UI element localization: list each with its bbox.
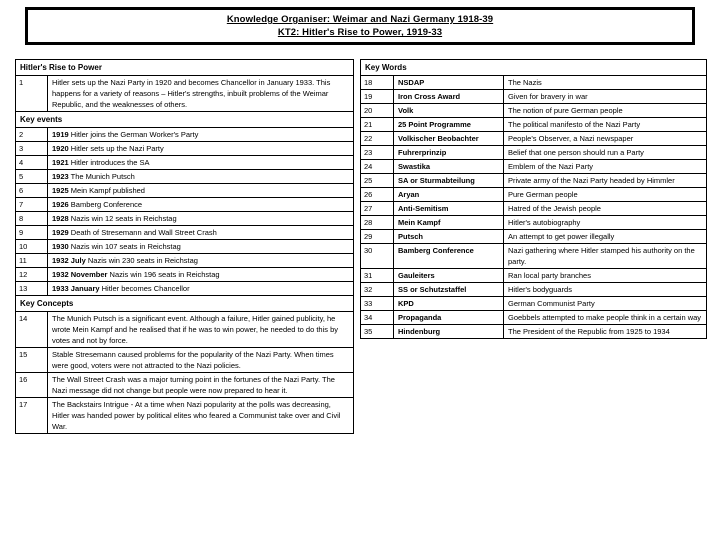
key-word-row bbox=[361, 230, 707, 244]
row-number: 31 bbox=[361, 269, 394, 283]
key-word-row bbox=[361, 202, 707, 216]
row-number: 4 bbox=[16, 156, 48, 170]
key-words-table bbox=[360, 59, 707, 339]
document-title-box bbox=[25, 7, 695, 45]
key-event-row bbox=[16, 198, 354, 212]
key-word-definition: Private army of the Nazi Party headed by Himmler bbox=[504, 174, 707, 188]
row-text: 1929 Death of Stresemann and Wall Street Crash bbox=[48, 226, 354, 240]
section-header-key-events bbox=[16, 112, 354, 128]
row-number: 15 bbox=[16, 348, 48, 373]
row-number: 18 bbox=[361, 76, 394, 90]
row-number: 21 bbox=[361, 118, 394, 132]
section-header-key-concepts-label: Key Concepts bbox=[16, 296, 354, 312]
page-title-line-2: KT2: Hitler's Rise to Power, 1919-33 bbox=[277, 27, 443, 38]
key-word-row bbox=[361, 269, 707, 283]
row-number: 33 bbox=[361, 297, 394, 311]
key-word-definition: The Nazis bbox=[504, 76, 707, 90]
key-word-row bbox=[361, 118, 707, 132]
key-word-row bbox=[361, 104, 707, 118]
row-number: 32 bbox=[361, 283, 394, 297]
row-text: 1923 The Munich Putsch bbox=[48, 170, 354, 184]
key-word-row bbox=[361, 90, 707, 104]
key-word-term: KPD bbox=[394, 297, 504, 311]
key-word-row bbox=[361, 216, 707, 230]
row-number: 12 bbox=[16, 268, 48, 282]
key-word-definition: Given for bravery in war bbox=[504, 90, 707, 104]
section-header-key-words bbox=[361, 60, 707, 76]
row-text: Hitler sets up the Nazi Party in 1920 and becomes Chancellor in January 1933. This happens for a variety of reasons – Hitler's strengths, inbuilt problems of the Weimar Republic, and the weaknesses of others. bbox=[48, 76, 354, 112]
key-event-row bbox=[16, 128, 354, 142]
key-concept-row bbox=[16, 398, 354, 434]
section-header-rise-to-power bbox=[16, 60, 354, 76]
section-header-key-concepts bbox=[16, 296, 354, 312]
overview-row bbox=[16, 76, 354, 112]
key-word-term: NSDAP bbox=[394, 76, 504, 90]
key-word-definition: Hatred of the Jewish people bbox=[504, 202, 707, 216]
key-word-definition: Goebbels attempted to make people think in a certain way bbox=[504, 311, 707, 325]
row-number: 14 bbox=[16, 312, 48, 348]
row-number: 8 bbox=[16, 212, 48, 226]
key-word-definition: Belief that one person should run a Party bbox=[504, 146, 707, 160]
row-number: 6 bbox=[16, 184, 48, 198]
row-text: 1925 Mein Kampf published bbox=[48, 184, 354, 198]
row-text: 1926 Bamberg Conference bbox=[48, 198, 354, 212]
key-word-term: Bamberg Conference bbox=[394, 244, 504, 269]
key-word-term: Volk bbox=[394, 104, 504, 118]
key-word-row bbox=[361, 325, 707, 339]
page-title-line-1: Knowledge Organiser: Weimar and Nazi Germany 1918-39 bbox=[226, 14, 494, 25]
row-number: 27 bbox=[361, 202, 394, 216]
row-text: 1930 Nazis win 107 seats in Reichstag bbox=[48, 240, 354, 254]
key-word-term: Swastika bbox=[394, 160, 504, 174]
key-event-row bbox=[16, 268, 354, 282]
key-word-row bbox=[361, 76, 707, 90]
row-number: 9 bbox=[16, 226, 48, 240]
row-number: 22 bbox=[361, 132, 394, 146]
row-number: 24 bbox=[361, 160, 394, 174]
key-word-row bbox=[361, 132, 707, 146]
key-event-row bbox=[16, 240, 354, 254]
key-concept-row bbox=[16, 348, 354, 373]
key-event-row bbox=[16, 184, 354, 198]
row-text: Stable Stresemann caused problems for the popularity of the Nazi Party. When times were good, voters were not attracted to the Nazi policies. bbox=[48, 348, 354, 373]
key-word-term: Putsch bbox=[394, 230, 504, 244]
row-number: 3 bbox=[16, 142, 48, 156]
section-header-key-events-label: Key events bbox=[16, 112, 354, 128]
key-concept-row bbox=[16, 373, 354, 398]
key-word-row bbox=[361, 283, 707, 297]
row-number: 17 bbox=[16, 398, 48, 434]
key-word-term: SS or Schutzstaffel bbox=[394, 283, 504, 297]
key-word-row bbox=[361, 244, 707, 269]
row-number: 19 bbox=[361, 90, 394, 104]
row-text: 1932 November Nazis win 196 seats in Reichstag bbox=[48, 268, 354, 282]
key-word-term: Mein Kampf bbox=[394, 216, 504, 230]
row-number: 26 bbox=[361, 188, 394, 202]
key-word-term: Iron Cross Award bbox=[394, 90, 504, 104]
key-word-term: Aryan bbox=[394, 188, 504, 202]
row-number: 29 bbox=[361, 230, 394, 244]
row-number: 34 bbox=[361, 311, 394, 325]
key-word-term: Anti-Semitism bbox=[394, 202, 504, 216]
key-word-definition: Emblem of the Nazi Party bbox=[504, 160, 707, 174]
key-word-term: Propaganda bbox=[394, 311, 504, 325]
key-event-row bbox=[16, 254, 354, 268]
row-text: 1932 July Nazis win 230 seats in Reichstag bbox=[48, 254, 354, 268]
key-word-term: Volkischer Beobachter bbox=[394, 132, 504, 146]
row-number: 28 bbox=[361, 216, 394, 230]
hitlers-rise-to-power-table bbox=[15, 59, 354, 434]
key-word-term: Fuhrerprinzip bbox=[394, 146, 504, 160]
row-number: 13 bbox=[16, 282, 48, 296]
key-event-row bbox=[16, 156, 354, 170]
key-word-definition: Hitler's bodyguards bbox=[504, 283, 707, 297]
row-number: 7 bbox=[16, 198, 48, 212]
key-word-term: SA or Sturmabteilung bbox=[394, 174, 504, 188]
key-word-row bbox=[361, 146, 707, 160]
row-number: 10 bbox=[16, 240, 48, 254]
key-word-definition: The President of the Republic from 1925 to 1934 bbox=[504, 325, 707, 339]
row-number: 25 bbox=[361, 174, 394, 188]
row-number: 23 bbox=[361, 146, 394, 160]
key-word-definition: The notion of pure German people bbox=[504, 104, 707, 118]
row-number: 1 bbox=[16, 76, 48, 112]
key-concept-row bbox=[16, 312, 354, 348]
key-word-definition: Pure German people bbox=[504, 188, 707, 202]
key-event-row bbox=[16, 170, 354, 184]
key-word-definition: Nazi gathering where Hitler stamped his authority on the party. bbox=[504, 244, 707, 269]
key-word-row bbox=[361, 297, 707, 311]
key-event-row bbox=[16, 212, 354, 226]
key-event-row bbox=[16, 282, 354, 296]
key-word-definition: The political manifesto of the Nazi Party bbox=[504, 118, 707, 132]
section-header-rise-to-power-label: Hitler's Rise to Power bbox=[16, 60, 354, 76]
key-word-row bbox=[361, 188, 707, 202]
row-number: 11 bbox=[16, 254, 48, 268]
row-number: 2 bbox=[16, 128, 48, 142]
key-event-row bbox=[16, 226, 354, 240]
row-number: 5 bbox=[16, 170, 48, 184]
row-number: 16 bbox=[16, 373, 48, 398]
row-text: The Backstairs Intrigue - At a time when Nazi popularity at the polls was decreasing, Hitler was handed power by political elites who feared a Communist take over and Civil War. bbox=[48, 398, 354, 434]
row-text: The Wall Street Crash was a major turning point in the fortunes of the Nazi Party. The Nazi message did not change but people were now prepared to hear it. bbox=[48, 373, 354, 398]
row-text: 1921 Hitler introduces the SA bbox=[48, 156, 354, 170]
key-word-row bbox=[361, 160, 707, 174]
key-word-row bbox=[361, 174, 707, 188]
row-text: 1933 January Hitler becomes Chancellor bbox=[48, 282, 354, 296]
section-header-key-words-label: Key Words bbox=[361, 60, 707, 76]
key-word-definition: German Communist Party bbox=[504, 297, 707, 311]
row-number: 20 bbox=[361, 104, 394, 118]
key-event-row bbox=[16, 142, 354, 156]
key-word-term: 25 Point Programme bbox=[394, 118, 504, 132]
key-word-definition: Hitler's autobiography bbox=[504, 216, 707, 230]
row-number: 35 bbox=[361, 325, 394, 339]
key-word-term: Hindenburg bbox=[394, 325, 504, 339]
row-number: 30 bbox=[361, 244, 394, 269]
key-word-row bbox=[361, 311, 707, 325]
row-text: 1928 Nazis win 12 seats in Reichstag bbox=[48, 212, 354, 226]
key-word-term: Gauleiters bbox=[394, 269, 504, 283]
row-text: The Munich Putsch is a significant event. Although a failure, Hitler gained publicity, he wrote Mein Kampf and he realised that if he was to win power, he needed to do this by votes and not by force. bbox=[48, 312, 354, 348]
row-text: 1920 Hitler sets up the Nazi Party bbox=[48, 142, 354, 156]
key-word-definition: People's Observer, a Nazi newspaper bbox=[504, 132, 707, 146]
key-word-definition: Ran local party branches bbox=[504, 269, 707, 283]
row-text: 1919 Hitler joins the German Worker's Party bbox=[48, 128, 354, 142]
key-word-definition: An attempt to get power illegally bbox=[504, 230, 707, 244]
